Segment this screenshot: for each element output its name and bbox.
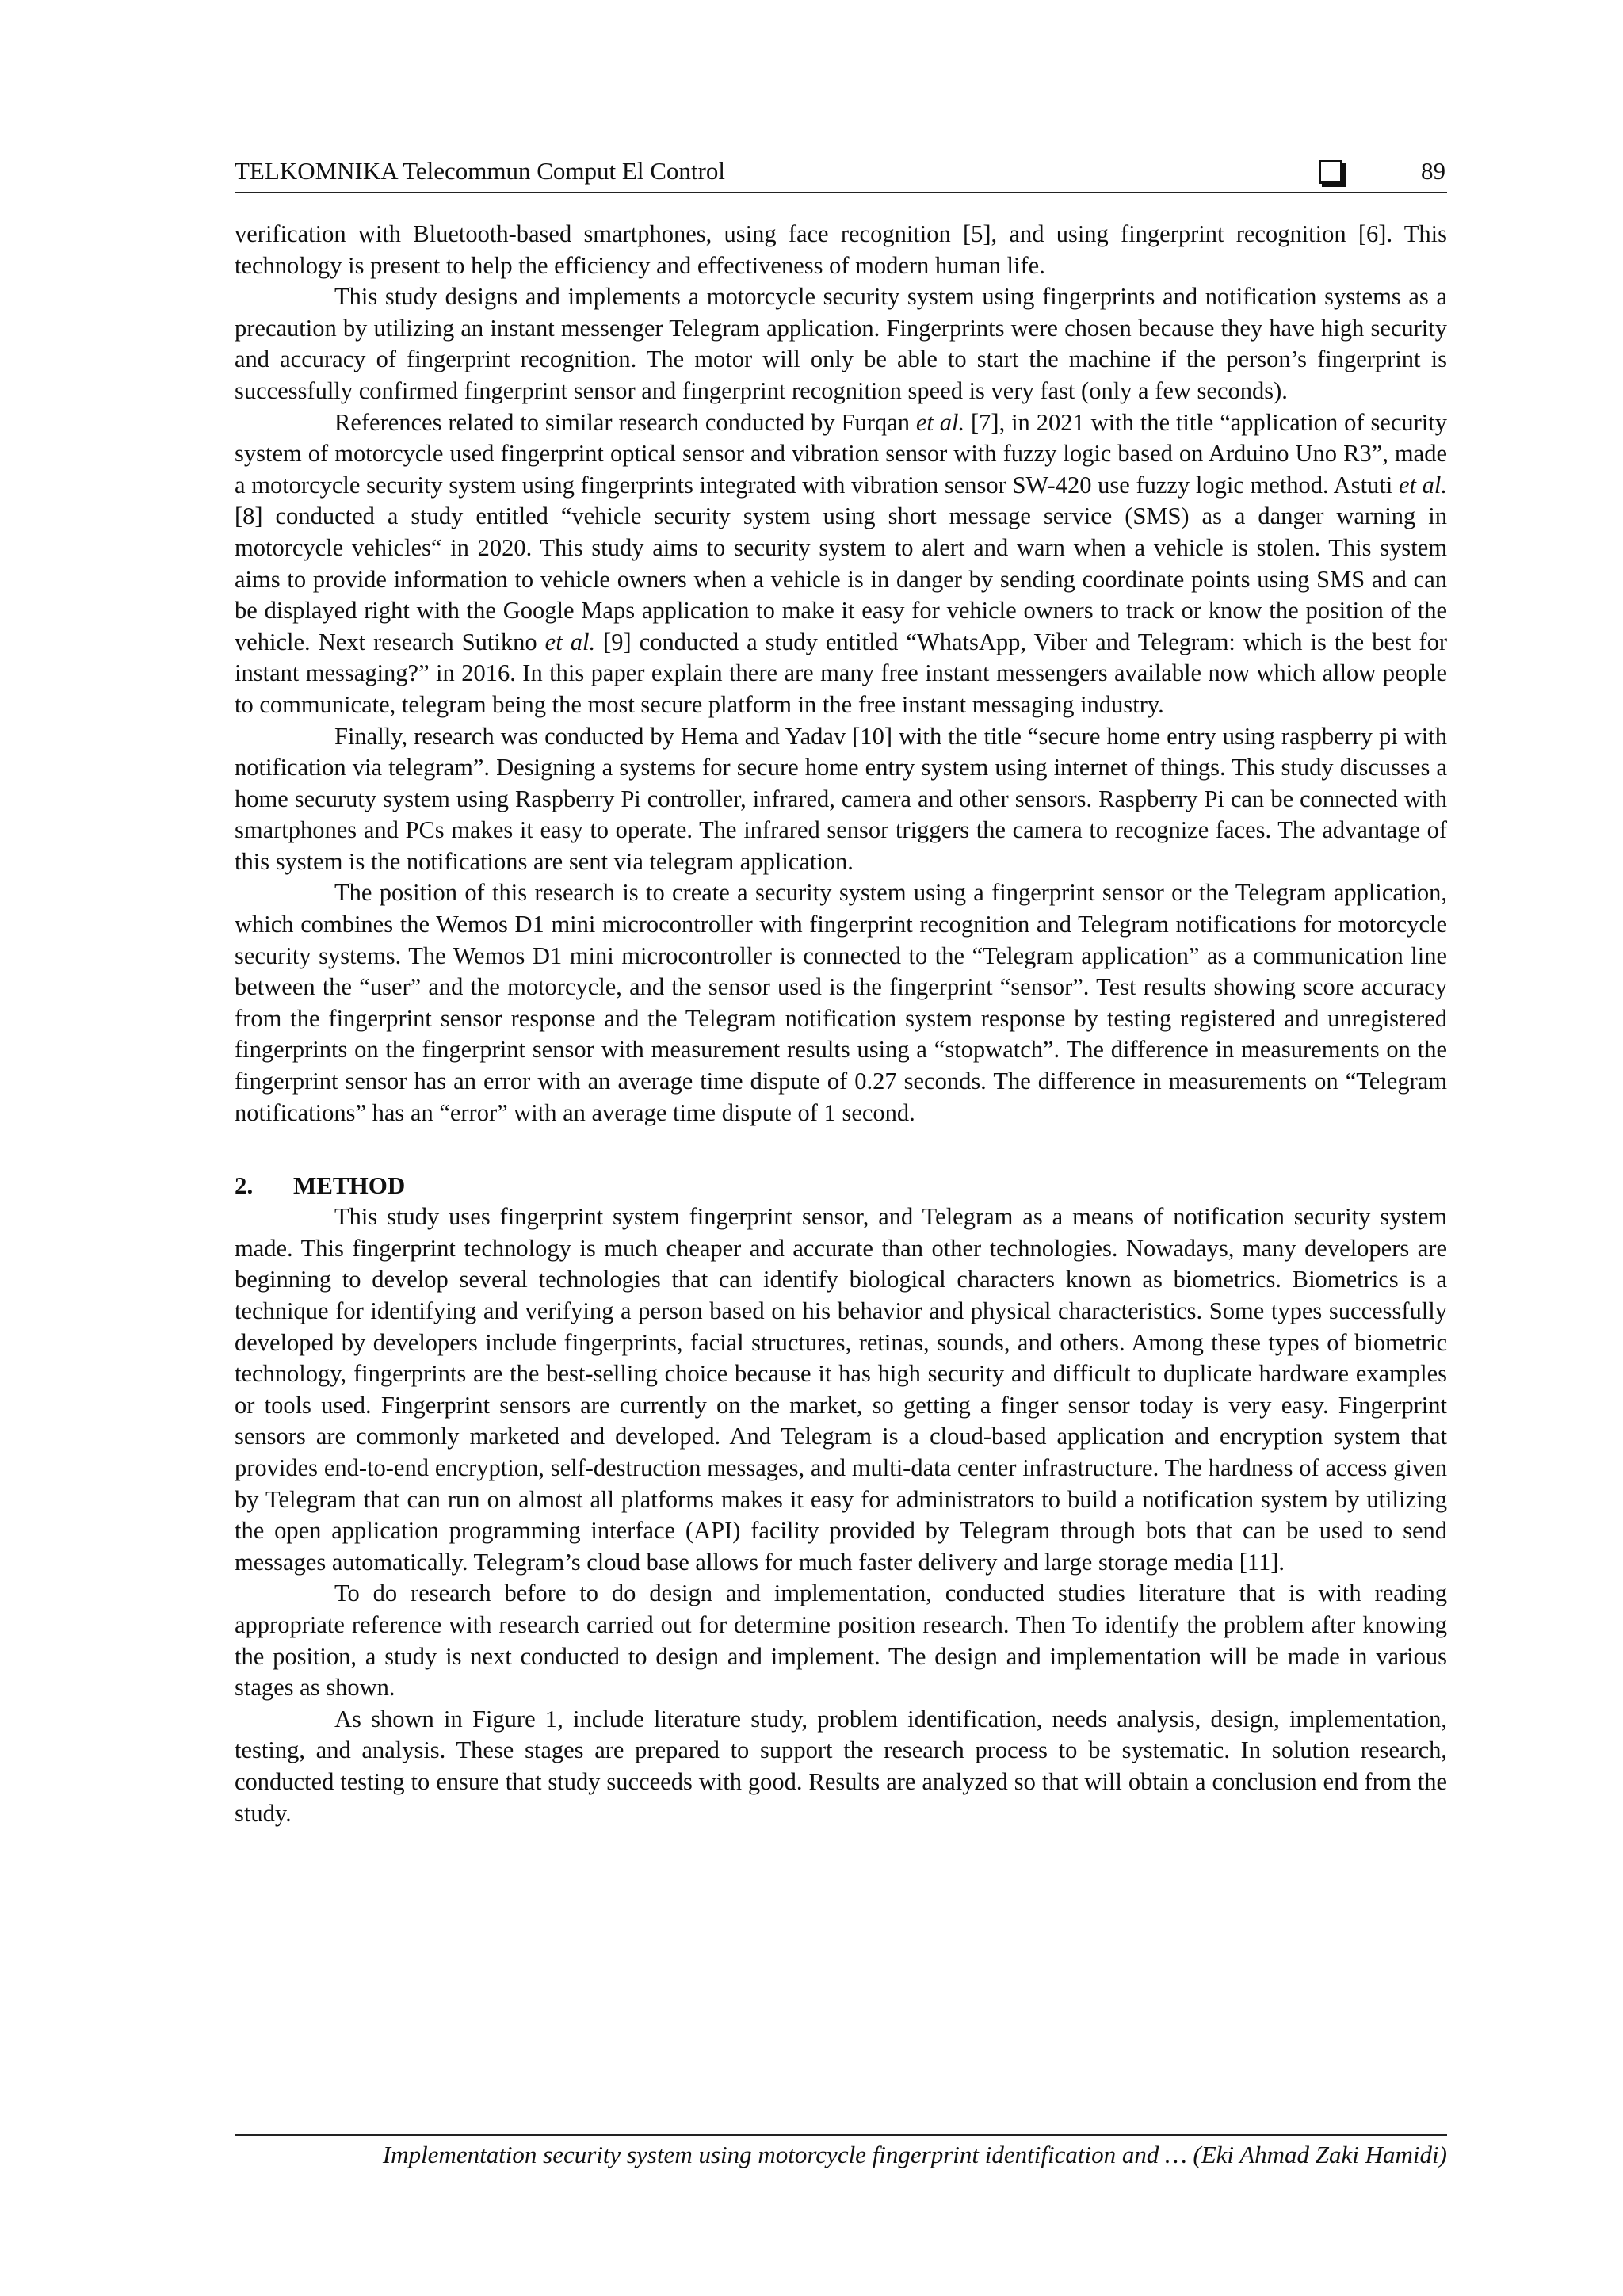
page-number: 89 (1421, 157, 1445, 185)
section-number: 2. (235, 1171, 254, 1200)
journal-title: TELKOMNIKA Telecommun Comput El Control (235, 157, 725, 185)
checkbox-square-icon (1319, 160, 1342, 184)
text-run: [9] conducted a study entitled “WhatsApp, Viber and Telegram: which is the best for instant messaging?” in 2016. In this paper explain there are many free instant messengers available now which allow people to communicate, telegram being the most secure platform in the free instant messaging industry. (235, 628, 1447, 718)
section-title: METHOD (293, 1171, 406, 1200)
intro-paragraph-0: verification with Bluetooth-based smartphones, using face recognition [5], and using fingerprint recognition [6]. This technology is present to help the efficiency and effectiveness of modern human life. (235, 220, 1447, 279)
et-al-citation: et al. (1398, 471, 1447, 499)
et-al-citation: et al. (915, 408, 965, 436)
et-al-citation: et al. (544, 628, 596, 655)
page-header (235, 155, 1447, 193)
intro-paragraph-2 (235, 407, 1447, 721)
intro-paragraph-3: Finally, research was conducted by Hema and Yadav [10] with the title “secure home entry using raspberry pi with notification via telegram”. Designing a systems for secure home entry system using internet of things. This study discusses a home securuty system using Raspberry Pi controller, infrared, camera and other sensors. Raspberry Pi can be connected with smartphones and PCs makes it easy to operate. The infrared sensor triggers the camera to recognize faces. The advantage of this system is the notifications are sent via telegram application. (235, 722, 1447, 875)
method-paragraph-3: As shown in Figure 1, include literature study, problem identification, needs analysis, design, implementation, testing, and analysis. These stages are prepared to support the research process to be systematic. In solution research, conducted testing to ensure that study succeeds with good. Results are analyzed so that will obtain a conclusion end from the study. (235, 1705, 1447, 1827)
text-run: [7], in 2021 with the title “application of security system of motorcycle used fingerprint optical sensor and vibration sensor with fuzzy logic based on Arduino Uno R3”, made a motorcycle security system using fingerprints integrated with vibration sensor SW-420 use fuzzy logic method. Astuti (235, 408, 1447, 499)
page-footer (235, 2134, 1447, 2171)
method-paragraph-1: This study uses fingerprint system fingerprint sensor, and Telegram as a means of notification security system made. This fingerprint technology is much cheaper and accurate than other technologies. Nowadays, many developers are beginning to develop several technologies that can identify biological characters known as biometrics. Biometrics is a technique for identifying and verifying a person based on his behavior and physical characteristics. Some types successfully developed by developers include fingerprints, facial structures, retinas, sounds, and others. Among these types of biometric technology, fingerprints are the best-selling choice because it has high security and difficult to duplicate hardware examples or tools used. Fingerprint sensors are currently on the market, so getting a finger sensor today is very easy. Fingerprint sensors are commonly marketed and developed. And Telegram is a cloud-based application and encryption system that provides end-to-end encryption, self-destruction messages, and multi-data center infrastructure. The hardness of access given by Telegram that can run on almost all platforms makes it easy for administrators to build a notification system by utilizing the open application programming interface (API) facility provided by Telegram through bots that can be used to send messages automatically. Telegram’s cloud base allows for much faster delivery and large storage media [11]. (235, 1203, 1447, 1576)
method-paragraph-2: To do research before to do design and implementation, conducted studies literature that is with reading appropriate reference with research carried out for determine position research. Then To identify the problem after knowing the position, a study is next conducted to design and implement. The design and implementation will be made in various stages as shown. (235, 1580, 1447, 1702)
intro-paragraph-1: This study designs and implements a motorcycle security system using fingerprints and notification systems as a precaution by utilizing an instant messenger Telegram application. Fingerprints were chosen because they have high security and accuracy of fingerprint recognition. The motor will only be able to start the machine if the person’s fingerprint is successfully confirmed fingerprint sensor and fingerprint recognition speed is very fast (only a few seconds). (235, 283, 1447, 404)
intro-paragraph-4: The position of this research is to create a security system using a fingerprint sensor or the Telegram application, which combines the Wemos D1 mini microcontroller with fingerprint recognition and Telegram notifications for motorcycle security systems. The Wemos D1 mini microcontroller is connected to the “Telegram application” as a communication line between the “user” and the motorcycle, and the sensor used is the fingerprint “sensor”. Test results showing score accuracy from the fingerprint sensor response and the Telegram notification system response by testing registered and unregistered fingerprints on the fingerprint sensor with measurement results using a “stopwatch”. The difference in measurements on the fingerprint sensor has an error with an average time dispute of 0.27 seconds. The difference in measurements on “Telegram notifications” has an “error” with an average time dispute of 1 second. (235, 879, 1447, 1126)
text-run: [8] conducted a study entitled “vehicle security system using short message service (SMS) as a danger warning in motorcycle vehicles“ in 2020. This study aims to security system to alert and warn when a vehicle is stolen. This system aims to provide information to vehicle owners when a vehicle is in danger by sending coordinate points using SMS and can be displayed right with the Google Maps application to make it easy for vehicle owners to track or know the position of the vehicle. Next research Sutikno (235, 502, 1447, 655)
running-title: Implementation security system using motorcycle fingerprint identification and … (Eki Ahmad Zaki Hamidi) (382, 2141, 1447, 2168)
page-body (235, 219, 1447, 1829)
section-heading-method (235, 1170, 1447, 1201)
text-run: References related to similar research conducted by Furqan (334, 408, 916, 436)
